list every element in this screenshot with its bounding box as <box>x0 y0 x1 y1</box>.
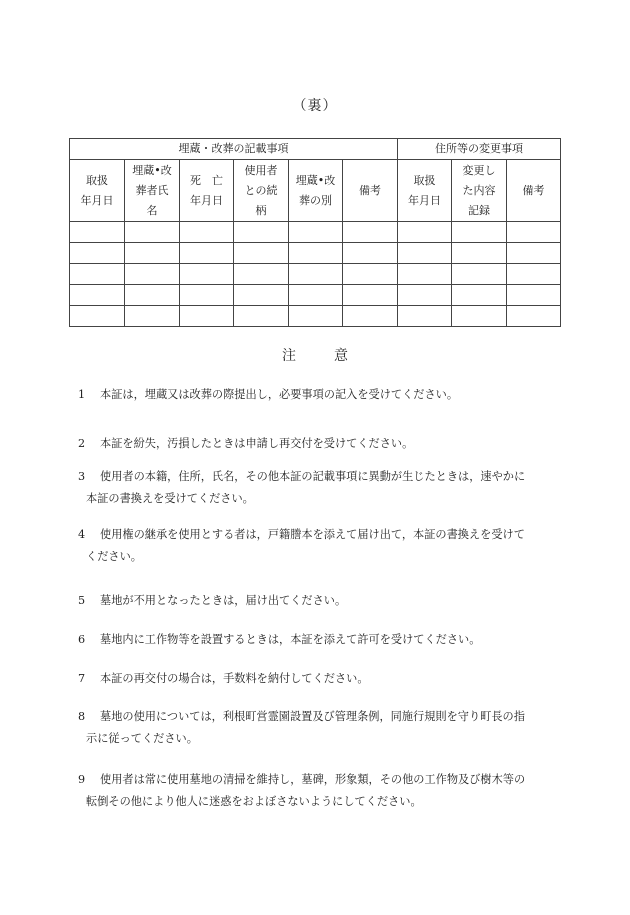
table-cell <box>398 264 452 285</box>
table-cell <box>452 222 507 243</box>
table-row <box>70 264 561 285</box>
table-cell <box>452 285 507 306</box>
table-cell <box>180 285 234 306</box>
table-cell <box>398 285 452 306</box>
table-cell <box>343 243 398 264</box>
column-header: 備考 <box>343 160 398 222</box>
table-cell <box>180 243 234 264</box>
notice-item <box>78 668 556 690</box>
record-body <box>70 222 561 327</box>
page-title: （裏） <box>292 98 338 114</box>
record-table <box>69 138 561 327</box>
table-cell <box>507 243 561 264</box>
table-cell <box>125 264 180 285</box>
column-header: 埋蔵•改 葬の別 <box>289 160 343 222</box>
table-cell <box>234 264 289 285</box>
table-cell <box>452 306 507 327</box>
table-cell <box>452 264 507 285</box>
table-cell <box>289 222 343 243</box>
table-cell <box>452 243 507 264</box>
notice-item-number: 5 <box>78 594 86 607</box>
table-cell <box>234 285 289 306</box>
notice-item-number: 8 <box>78 710 86 723</box>
table-cell <box>234 306 289 327</box>
notice-item-text-continued: 本証の書換えを受けてください。 <box>86 492 254 505</box>
table-cell <box>398 306 452 327</box>
table-cell <box>343 285 398 306</box>
group-header-address-change: 住所等の変更事項 <box>398 139 561 160</box>
table-cell <box>180 222 234 243</box>
notice-item <box>78 524 556 568</box>
table-cell <box>70 306 125 327</box>
group-header-row <box>70 139 561 160</box>
table-cell <box>234 222 289 243</box>
notice-item-number: 2 <box>78 437 86 450</box>
table-row <box>70 285 561 306</box>
table-cell <box>398 243 452 264</box>
notice-item <box>78 590 556 612</box>
group-header-burial: 埋蔵・改葬の記載事項 <box>70 139 398 160</box>
table-cell <box>507 306 561 327</box>
table-cell <box>289 264 343 285</box>
table-cell <box>180 264 234 285</box>
notice-title: 注 意 <box>282 348 360 364</box>
table-cell <box>70 264 125 285</box>
notice-item-text: 使用者は常に使用墓地の清掃を維持し，墓碑，形象類，その他の工作物及び樹木等の <box>100 773 526 786</box>
notice-item-number: 4 <box>78 528 86 541</box>
notice-item-text: 使用権の継承を使用とする者は，戸籍謄本を添えて届け出て，本証の書換えを受けて <box>100 528 525 541</box>
table-cell <box>70 285 125 306</box>
notice-item-number: 3 <box>78 470 86 483</box>
table-cell <box>125 285 180 306</box>
notice-item <box>78 433 556 455</box>
table-cell <box>343 306 398 327</box>
column-header: 備考 <box>507 160 561 222</box>
table-row <box>70 243 561 264</box>
notice-item-text: 本証は，埋蔵又は改葬の際提出し，必要事項の記入を受けてください。 <box>100 388 459 401</box>
notice-item-text: 本証を紛失，汚損したときは申請し再交付を受けてください。 <box>100 437 414 450</box>
notice-item <box>78 769 556 813</box>
column-header: 死 亡 年月日 <box>180 160 234 222</box>
notice-item <box>78 384 556 406</box>
table-cell <box>289 243 343 264</box>
table-cell <box>125 222 180 243</box>
notice-item-number: 9 <box>78 773 86 786</box>
column-header: 取扱 年月日 <box>398 160 452 222</box>
table-cell <box>507 222 561 243</box>
table-cell <box>289 306 343 327</box>
table-cell <box>507 285 561 306</box>
notice-item-number: 6 <box>78 633 86 646</box>
table-cell <box>343 222 398 243</box>
notice-item-text-continued: 示に従ってください。 <box>86 732 198 745</box>
table-cell <box>507 264 561 285</box>
notice-item-text: 使用者の本籍，住所，氏名，その他本証の記載事項に異動が生じたときは，速やかに <box>100 470 526 483</box>
notice-item-text: 墓地内に工作物等を設置するときは，本証を添えて許可を受けてください。 <box>100 633 481 646</box>
notice-item <box>78 629 556 651</box>
table-cell <box>289 285 343 306</box>
table-cell <box>398 222 452 243</box>
table-cell <box>125 306 180 327</box>
notice-item <box>78 466 556 510</box>
table-cell <box>343 264 398 285</box>
column-header: 使用者 との続 柄 <box>234 160 289 222</box>
table-cell <box>180 306 234 327</box>
table-cell <box>234 243 289 264</box>
table-cell <box>125 243 180 264</box>
notice-item-text: 墓地が不用となったときは，届け出てください。 <box>100 594 347 607</box>
notice-item-number: 7 <box>78 672 86 685</box>
notice-item-text-continued: ください。 <box>86 550 142 563</box>
notice-item <box>78 706 556 750</box>
table-cell <box>70 222 125 243</box>
table-row <box>70 222 561 243</box>
table-row <box>70 306 561 327</box>
column-header: 変更し た内容 記録 <box>452 160 507 222</box>
notice-item-number: 1 <box>78 388 86 401</box>
notice-item-text: 墓地の使用については，利根町営霊園設置及び管理条例，同施行規則を守り町長の指 <box>100 710 525 723</box>
notice-item-text: 本証の再交付の場合は，手数料を納付してください。 <box>100 672 369 685</box>
column-header: 取扱 年月日 <box>70 160 125 222</box>
column-header: 埋蔵•改 葬者氏 名 <box>125 160 180 222</box>
column-header-row <box>70 160 561 222</box>
table-cell <box>70 243 125 264</box>
notice-item-text-continued: 転倒その他により他人に迷惑をおよぼさないようにしてください。 <box>86 795 422 808</box>
